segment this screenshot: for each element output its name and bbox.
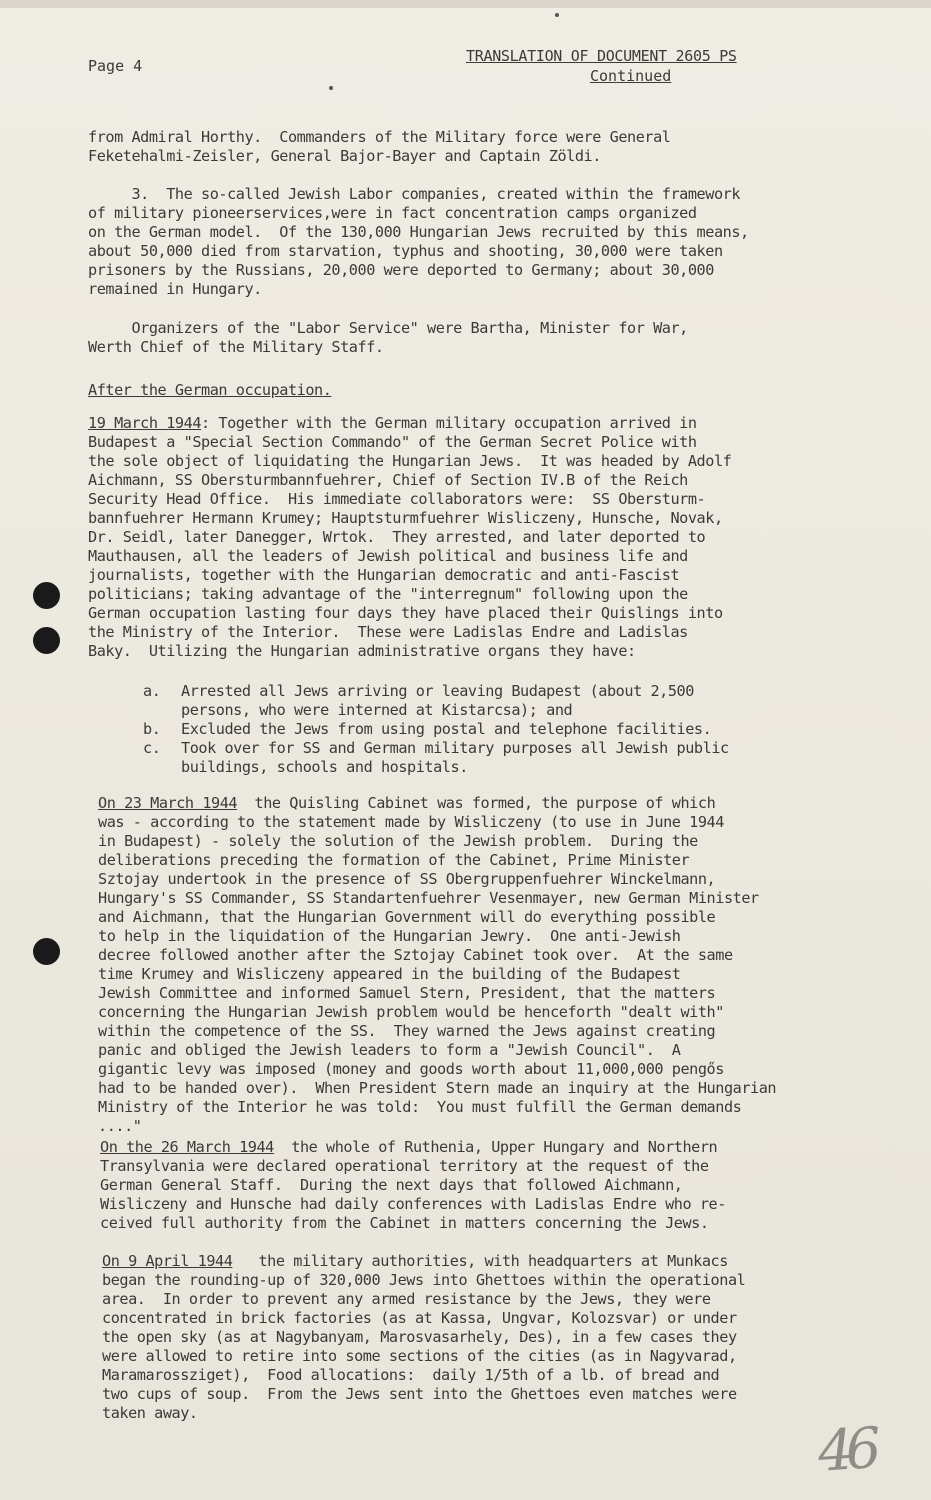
text-line: from Admiral Horthy. Commanders of the Military force were General <box>88 128 671 146</box>
text-line: Sztojay undertook in the presence of SS Obergruppenfuehrer Winckelmann, <box>98 870 716 888</box>
text-line: politicians; taking advantage of the "interregnum" following upon the <box>88 585 688 603</box>
handwritten-page-number: 46 <box>815 1416 876 1485</box>
document-subtitle: Continued <box>590 67 672 85</box>
list-item-text: Arrested all Jews arriving or leaving Budapest (about 2,500 <box>181 682 694 700</box>
text-line: of military pioneerservices,were in fact concentration camps organized <box>88 204 697 222</box>
text-line: the open sky (as at Nagybanyam, Marosvasarhely, Des), in a few cases they <box>102 1328 737 1346</box>
list-marker: b. <box>143 720 161 738</box>
text-line: German occupation lasting four days they have placed their Quislings into <box>88 604 723 622</box>
text-line: On 9 April 1944 the military authorities, with headquarters at Munkacs <box>102 1252 728 1270</box>
text-line: Baky. Utilizing the Hungarian administrative organs they have: <box>88 642 636 660</box>
text-line: concentrated in brick factories (as at Kassa, Ungvar, Kolozsvar) or under <box>102 1309 737 1327</box>
text-line: On the 26 March 1944 the whole of Ruthenia, Upper Hungary and Northern <box>100 1138 718 1156</box>
list-item-text: persons, who were interned at Kistarcsa); and <box>181 701 573 719</box>
list-marker: c. <box>143 739 161 757</box>
date-label: On the 26 March 1944 <box>100 1138 274 1156</box>
text-line: and Aichmann, that the Hungarian Government will do everything possible <box>98 908 716 926</box>
text-line: Feketehalmi-Zeisler, General Bajor-Bayer and Captain Zöldi. <box>88 147 601 165</box>
text-line: area. In order to prevent any armed resistance by the Jews, they were <box>102 1290 711 1308</box>
paragraph-labor-companies <box>88 185 833 299</box>
paragraph-march-23 <box>98 794 843 1136</box>
speck <box>329 86 333 90</box>
date-label: 19 March 1944 <box>88 414 202 432</box>
paragraph-march-19 <box>88 414 833 661</box>
list-item-text: Excluded the Jews from using postal and telephone facilities. <box>181 720 712 738</box>
text-line: Maramarossziget), Food allocations: daily 1/5th of a lb. of bread and <box>102 1366 720 1384</box>
paragraph-commanders <box>88 128 833 166</box>
date-label: On 9 April 1944 <box>102 1252 233 1270</box>
top-edge <box>0 0 931 8</box>
text-line: remained in Hungary. <box>88 280 262 298</box>
text-line: on the German model. Of the 130,000 Hungarian Jews recruited by this means, <box>88 223 749 241</box>
text-line: deliberations preceding the formation of the Cabinet, Prime Minister <box>98 851 690 869</box>
text-line: ...." <box>98 1117 142 1135</box>
document-header <box>466 47 766 85</box>
text-line: Werth Chief of the Military Staff. <box>88 338 384 356</box>
list-item-text: Took over for SS and German military purposes all Jewish public <box>181 739 729 757</box>
list-item-text: buildings, schools and hospitals. <box>181 758 468 776</box>
text-line: journalists, together with the Hungarian democratic and anti-Fascist <box>88 566 680 584</box>
text-line: in Budapest) - solely the solution of the Jewish problem. During the <box>98 832 698 850</box>
text-line: gigantic levy was imposed (money and goods worth about 11,000,000 pengős <box>98 1060 724 1078</box>
text-line: two cups of soup. From the Jews sent into the Ghettoes even matches were <box>102 1385 737 1403</box>
text-line: Ministry of the Interior he was told: You must fulfill the German demands <box>98 1098 742 1116</box>
measures-list <box>143 682 833 777</box>
text-line: German General Staff. During the next days that followed Aichmann, <box>100 1176 683 1194</box>
text-line: panic and obliged the Jewish leaders to form a "Jewish Council". A <box>98 1041 681 1059</box>
speck <box>555 13 559 17</box>
text-line: Wisliczeny and Hunsche had daily conferences with Ladislas Endre who re- <box>100 1195 726 1213</box>
punch-hole <box>33 627 60 654</box>
text-line: about 50,000 died from starvation, typhus and shooting, 30,000 were taken <box>88 242 723 260</box>
section-heading: After the German occupation. <box>88 381 332 399</box>
section-heading-wrap <box>88 381 833 400</box>
list-item <box>143 682 833 720</box>
text-line: within the competence of the SS. They warned the Jews against creating <box>98 1022 716 1040</box>
text-line: bannfuehrer Hermann Krumey; Hauptsturmfuehrer Wisliczeny, Hunsche, Novak, <box>88 509 723 527</box>
list-marker: a. <box>143 682 161 700</box>
text-line: Organizers of the "Labor Service" were Bartha, Minister for War, <box>88 319 688 337</box>
text-line: prisoners by the Russians, 20,000 were deported to Germany; about 30,000 <box>88 261 714 279</box>
text-line: Budapest a "Special Section Commando" of the German Secret Police with <box>88 433 697 451</box>
page-label: Page 4 <box>88 57 143 75</box>
punch-hole <box>33 582 60 609</box>
text-line: decree followed another after the Sztojay Cabinet took over. At the same <box>98 946 733 964</box>
list-item <box>143 739 833 777</box>
text-line: concerning the Hungarian Jewish problem would be henceforth "dealt with" <box>98 1003 724 1021</box>
paragraph-march-26 <box>100 1138 845 1233</box>
text-line: had to be handed over). When President Stern made an inquiry at the Hungarian <box>98 1079 777 1097</box>
text-line: Aichmann, SS Obersturmbannfuehrer, Chief of Section IV.B of the Reich <box>88 471 688 489</box>
paragraph-april-9 <box>102 1252 847 1423</box>
text-line: Security Head Office. His immediate collaborators were: SS Obersturm- <box>88 490 706 508</box>
text-line: Dr. Seidl, later Danegger, Wrtok. They arrested, and later deported to <box>88 528 706 546</box>
text-line: ceived full authority from the Cabinet in matters concerning the Jews. <box>100 1214 709 1232</box>
text-line: 3. The so-called Jewish Labor companies, created within the framework <box>88 185 741 203</box>
list-item <box>143 720 833 739</box>
text-line: On 23 March 1944 the Quisling Cabinet was formed, the purpose of which <box>98 794 716 812</box>
paragraph-organizers <box>88 319 833 357</box>
text-line: was - according to the statement made by Wisliczeny (to use in June 1944 <box>98 813 724 831</box>
text-line: the Ministry of the Interior. These were Ladislas Endre and Ladislas <box>88 623 688 641</box>
date-label: On 23 March 1944 <box>98 794 238 812</box>
text-line: began the rounding-up of 320,000 Jews into Ghettoes within the operational <box>102 1271 746 1289</box>
text-line: the sole object of liquidating the Hungarian Jews. It was headed by Adolf <box>88 452 732 470</box>
text-line: Hungary's SS Commander, SS Standartenfuehrer Vesenmayer, new German Minister <box>98 889 759 907</box>
text-line: 19 March 1944: Together with the German military occupation arrived in <box>88 414 697 432</box>
text-line: taken away. <box>102 1404 198 1422</box>
text-line: were allowed to retire into some sections of the cities (as in Nagyvarad, <box>102 1347 737 1365</box>
text-line: Jewish Committee and informed Samuel Stern, President, that the matters <box>98 984 716 1002</box>
punch-hole <box>33 938 60 965</box>
text-line: to help in the liquidation of the Hungarian Jewry. One anti-Jewish <box>98 927 681 945</box>
text-line: Transylvania were declared operational territory at the request of the <box>100 1157 709 1175</box>
document-title: TRANSLATION OF DOCUMENT 2605 PS <box>466 47 737 65</box>
text-line: time Krumey and Wisliczeny appeared in the building of the Budapest <box>98 965 681 983</box>
text-line: Mauthausen, all the leaders of Jewish political and business life and <box>88 547 688 565</box>
